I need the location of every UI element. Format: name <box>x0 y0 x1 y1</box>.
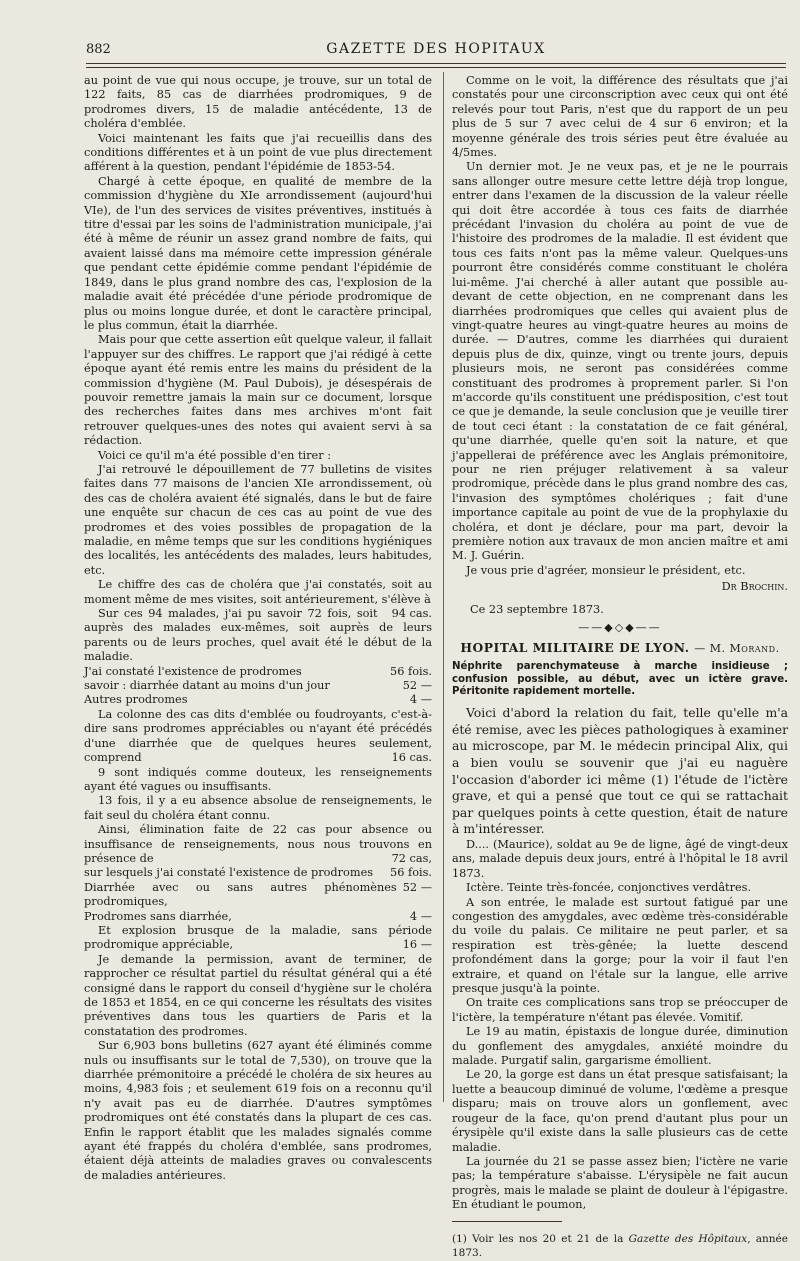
count-value: 94 cas. <box>391 607 432 621</box>
paragraph: Voici d'abord la relation du fait, telle qu'elle m'a été remise, avec les pièces pathologiques à examiner au microscope, par M. le médecin principal Alix, qui a bien voulu se souvenir que j'ai eu naguère l'occasion d'aborder ici même (1) l'étude de l'ictère grave, et qui a pensé que tout ce qui se rattachait par quelques points à cette question, était de nature à m'intéresser. <box>452 705 788 837</box>
paragraph: Ictère. Teinte très-foncée, conjonctives verdâtres. <box>466 881 752 895</box>
paragraph: Comme on le voit, la différence des résultats que j'ai constatés pour une circonscription avec ceux qui ont été relevés pour tout Paris, n'est que du rapport de un peu plus de 5 sur 7 avec celui de 4 sur 6 environ; et la moyenne générale des trois séries peut être évaluée au 4/5mes. <box>452 74 788 160</box>
paragraph: Sur 6,903 bons bulletins (627 ayant été éliminés comme nuls ou insuffisants sur le total de 7,530), on trouve que la diarrhée prémonitoire a précédé le choléra de six heures au moins, 4,983 fois ; et seulement 619 fois on a reconnu qu'il n'y avait pas eu de diarrhée. D'autres symptômes prodromiques ont été constatés dans la plupart de ces cas. Enfin le rapport établit que les malades signalés comme ayant été frappés du choléra d'emblée, sans prodromes, étaient déjà atteints de maladies graves ou convalescents de maladies antérieures. <box>84 1039 432 1182</box>
right-column <box>452 74 788 1260</box>
paragraph: Le 20, la gorge est dans un état presque satisfaisant; la luette a beaucoup diminué de volume, l'œdème a presque disparu; mais on trouve alors un gonflement, avec rougeur de la face, qu'on prend d'autant plus pour un érysipèle qu'il existe dans la salle plusieurs cas de cette maladie. <box>452 1068 788 1154</box>
left-column <box>84 74 432 1182</box>
paragraph <box>84 823 432 866</box>
stat-value: 52 — <box>402 880 432 894</box>
paragraph <box>84 924 432 953</box>
stat-value: 4 — <box>409 693 432 707</box>
paragraph: Chargé à cette époque, en qualité de membre de la commission d'hygiène du XIe arrondissement (aujourd'hui VIe), de l'un des services de visites préventives, institués à titre d'essai par les soins de l'administration municipale, j'ai été à même de réunir un assez grand nombre de faits, qui avaient laissé dans ma mémoire cette impression générale que pendant cette épidémie comme pendant l'épidémie de 1849, dans le plus grand nombre des cas, l'explosion de la maladie avait été précédée d'une période prodromique de plus ou moins longue durée, et dont le caractère principal, le plus commun, était la diarrhée. <box>84 174 432 332</box>
paragraph: au point de vue qui nous occupe, je trouve, sur un total de 122 faits, 85 cas de diarrhées prodromiques, 9 de prodromes divers, 15 de maladie antécédente, 13 de choléra d'emblée. <box>84 74 432 131</box>
paragraph: La journée du 21 se passe assez bien; l'ictère ne varie pas; la température s'abaisse. L'érysipèle ne fait aucun progrès, mais le malade se plaint de douleur à l'épigastre. En étudiant le poumon, <box>452 1154 788 1212</box>
stat-label: J'ai constaté l'existence de prodromes <box>84 664 302 678</box>
paragraph-text: Le chiffre des cas de choléra que j'ai constatés, soit au moment même de mes visites, soit antérieurement, s'élève à <box>84 578 432 606</box>
section-title: HOPITAL MILITAIRE DE LYON. <box>460 640 690 656</box>
stat-row <box>84 881 432 910</box>
page-number: 882 <box>86 42 111 57</box>
stat-row <box>84 910 432 924</box>
paragraph: A son entrée, le malade est surtout fatigué par une congestion des amygdales, avec œdème très-considérable du voile du palais. Ce militaire ne peut parler, et sa respiration est très-gênée; la luette descend profondément dans la gorge; pour la voir il faut l'en extraire, et quand on l'étale sur la langue, elle arrive presque jusqu'à la pointe. <box>452 895 788 996</box>
article-subtitle: Néphrite parenchymateuse à marche insidieuse ; confusion possible, au début, avec un ictère grave. Péritonite rapidement mortelle. <box>452 660 788 698</box>
paragraph-text: La colonne des cas dits d'emblée ou foudroyants, c'est-à-dire sans prodromes appréciables ou n'ayant été précédés d'une diarrhée que de quelques heures seulement, comprend <box>84 707 432 765</box>
paragraph-text: Et explosion brusque de la maladie, sans période prodromique appréciable, <box>84 923 432 952</box>
paragraph: Voici maintenant les faits que j'ai recueillis dans des conditions différentes et à un point de vue plus directement afférent à la question, pendant l'épidémie de 1853-54. <box>84 131 432 174</box>
paragraph: Sur ces 94 malades, j'ai pu savoir 72 fois, soit auprès des malades eux-mêmes, soit auprès de leurs parents ou de leurs proches, quel avait été le début de la maladie. <box>84 607 432 664</box>
signature: Dr Brochin. <box>721 580 788 594</box>
stat-label: sur lesquels j'ai constaté l'existence de prodromes <box>84 866 374 880</box>
paragraph <box>84 708 432 766</box>
count-value: 16 — <box>402 938 432 952</box>
stat-value: 52 — <box>402 679 432 693</box>
stat-label: Autres prodromes <box>84 693 188 707</box>
stat-value: 56 fois. <box>390 866 432 880</box>
paragraph: Un dernier mot. Je ne veux pas, et je ne le pourrais sans allonger outre mesure cette lettre déjà trop longue, entrer dans l'examen de la discussion de la valeur réelle qui doit être accordée à tous ces faits de diarrhée précédant l'invasion du choléra au point de vue de l'histoire des prodromes de la maladie. Il est évident que tous ces faits n'ont pas la même valeur. Quelques-uns pourront être considérés comme constituant le choléra lui-même. J'ai cherché à aller autant que possible au-devant de cette objection, en ne comprenant dans les diarrhées prodromiques que celles qui avaient plus de vingt-quatre heures au vingt-quatre heures au moins de durée. — D'autres, comme les diarrhées qui duraient depuis plus de dix, quinze, vingt ou trente jours, depuis plusieurs mois, ne seront pas considérées comme constituant des prodromes à proprement parler. Si l'on m'accorde qu'ils constituent une prédisposition, c'est tout ce que je demande, la seule conclusion que je veuille tirer de tout ceci étant : la constatation de ce fait général, qu'une diarrhée, quelle qu'en soit la nature, et que j'appellerai de préférence avec les Anglais prémonitoire, pour ne rien préjuger relativement à sa valeur prodromique, précède dans le plus grand nombre des cas, l'invasion des symptômes cholériques ; fait d'une importance capitale au point de vue de la prophylaxie du choléra, et dont je déclare, pour ma part, devoir la première notion aux travaux de mon ancien maître et ami M. J. Guérin. <box>452 160 788 563</box>
paragraph: On traite ces complications sans trop se préoccuper de l'ictère, la température n'étant pas élevée. Vomitif. <box>452 996 788 1024</box>
footnote-journal: Gazette des Hôpitaux <box>628 1233 748 1246</box>
paragraph: Mais pour que cette assertion eût quelque valeur, il fallait l'appuyer sur des chiffres. Le rapport que j'ai rédigé à cette époque ayant été remis entre les mains du président de la commission d'hygiène (M. Paul Dubois), je désespérais de pouvoir remettre jamais la main sur ce document, lorsque des recherches faites dans mes archives m'ont fait retrouver quelques-unes des notes qui avaient servi à sa rédaction. <box>84 333 432 448</box>
paragraph: Voici ce qu'il m'a été possible d'en tirer : <box>98 448 332 462</box>
letter-date: Ce 23 septembre 1873. <box>470 602 604 616</box>
stat-value: 56 fois. <box>390 664 432 678</box>
stat-row <box>84 866 432 880</box>
paragraph: J'ai retrouvé le dépouillement de 77 bulletins de visites faites dans 77 maisons de l'ancien XIe arrondissement, où des cas de choléra avaient été signalés, dans le but de faire une enquête sur chacun de ces cas au point de vue des prodromes et des voies possibles de propagation de la maladie, en même temps que sur les conditions hygiéniques des localités, les antécédents des malades, leurs habitudes, etc. <box>84 462 432 577</box>
journal-title: GAZETTE DES HOPITAUX <box>326 41 546 57</box>
footnote-text: , année 1873. <box>452 1233 788 1260</box>
column-divider <box>443 72 444 1102</box>
footnote-rule <box>452 1221 562 1222</box>
stat-row <box>84 665 432 679</box>
header-rule <box>86 63 786 64</box>
paragraph: 13 fois, il y a eu absence absolue de renseignements, le fait seul du choléra étant connu. <box>84 794 432 822</box>
stat-label: Diarrhée avec ou sans autres phénomènes prodromiques, <box>84 880 397 909</box>
stat-value: 4 — <box>409 909 432 923</box>
footnote <box>452 1232 788 1261</box>
paragraph: Je vous prie d'agréer, monsieur le président, etc. <box>466 563 746 577</box>
footnote-text: (1) Voir les nos 20 et 21 de la <box>452 1233 629 1246</box>
stat-label: savoir : diarrhée datant au moins d'un jour <box>84 679 330 693</box>
ornament-divider: ——◆◇◆—— <box>578 621 662 635</box>
paragraph: D.... (Maurice), soldat au 9e de ligne, âgé de vingt-deux ans, malade depuis deux jours, entré à l'hôpital le 18 avril 1873. <box>452 837 788 880</box>
paragraph: Le 19 au matin, épistaxis de longue durée, diminution du gonflement des amygdales, anxiété moindre du malade. Purgatif salin, gargarisme émollient. <box>452 1025 788 1068</box>
count-value: 16 cas. <box>391 751 432 765</box>
stat-row <box>84 679 432 693</box>
header-rule-double <box>86 67 786 68</box>
section-heading <box>452 641 788 656</box>
stat-row <box>84 693 432 707</box>
count-value: 72 cas, <box>391 851 432 865</box>
section-author: — M. Morand. <box>694 642 780 656</box>
paragraph: 9 sont indiqués comme douteux, les renseignements ayant été vagues ou insuffisants. <box>84 765 432 793</box>
page-header <box>86 38 786 62</box>
paragraph: Je demande la permission, avant de terminer, de rapprocher ce résultat partiel du résultat général qui a été consigné dans le rapport du conseil d'hygiène sur le choléra de 1853 et 1854, en ce qui concerne les résultats des visites préventives dans tous les quartiers de Paris et la constatation des prodromes. <box>84 952 432 1038</box>
paragraph-text: Ainsi, élimination faite de 22 cas pour absence ou insuffisance de renseignements, nous nous trouvons en présence de <box>84 823 432 865</box>
paragraph <box>84 578 432 621</box>
stat-label: Prodromes sans diarrhée, <box>84 909 232 923</box>
